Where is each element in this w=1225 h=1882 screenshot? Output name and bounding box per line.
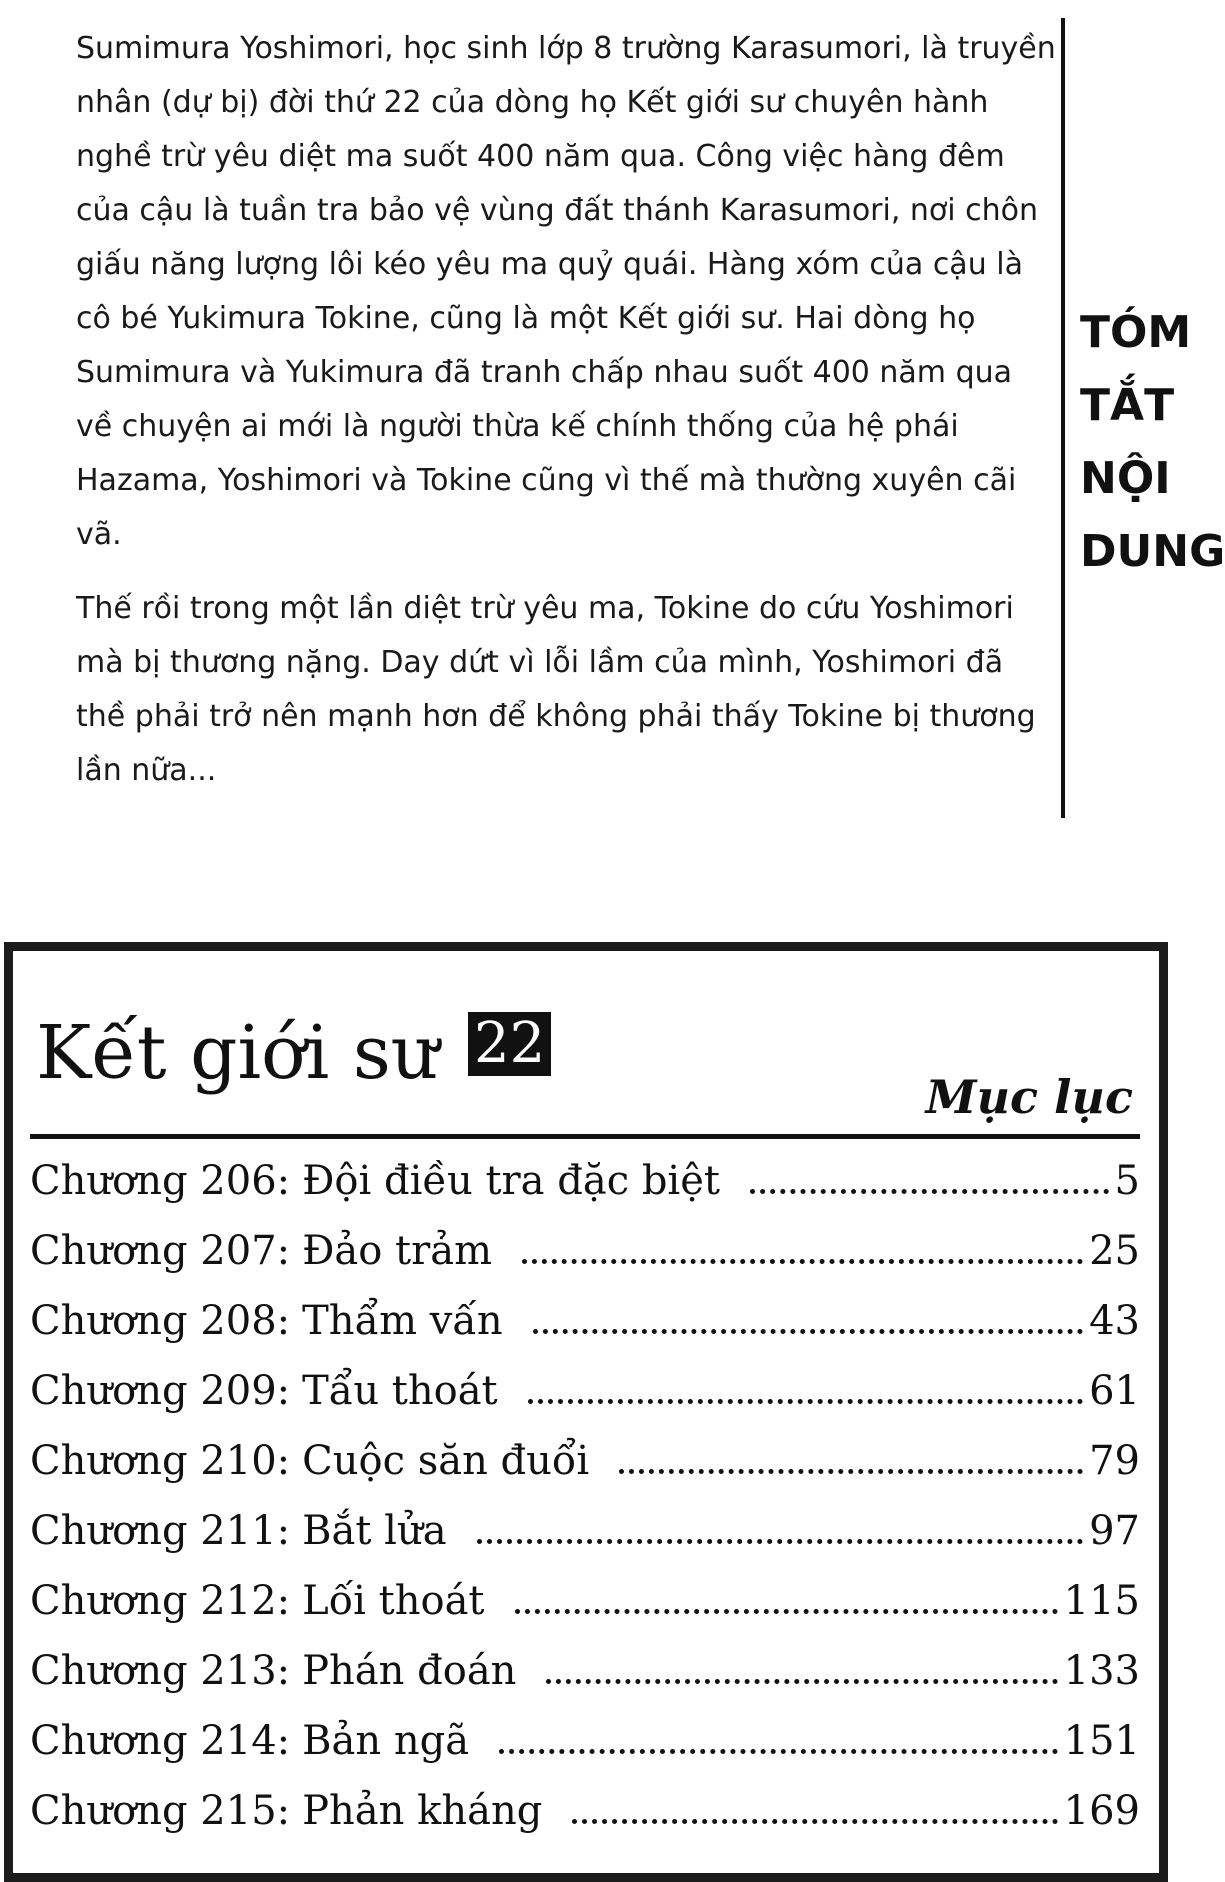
leader-dots bbox=[619, 1469, 1083, 1474]
chapter-row[interactable] bbox=[30, 1356, 1140, 1426]
side-title-word-1: TÓM bbox=[1080, 307, 1192, 358]
leader-dots bbox=[528, 1399, 1083, 1404]
chapter-page: 43 bbox=[1089, 1298, 1140, 1344]
chapter-title: Thẩm vấn bbox=[302, 1298, 503, 1344]
chapter-row[interactable] bbox=[30, 1776, 1140, 1846]
leader-dots bbox=[750, 1189, 1109, 1194]
chapter-title: Bắt lửa bbox=[302, 1508, 447, 1554]
chapter-row[interactable] bbox=[30, 1566, 1140, 1636]
leader-dots bbox=[546, 1679, 1057, 1684]
summary-paragraph-2: Thế rồi trong một lần diệt trừ yêu ma, Tokine do cứu Yoshimori mà bị thương nặng. Day dứt vì lỗi lầm của mình, Yoshimori đã thề phải trở nên mạnh hơn để không phải thấy Tokine bị thương lần nữa... bbox=[76, 591, 1036, 788]
chapter-page: 115 bbox=[1063, 1578, 1140, 1624]
chapter-number: Chương 209: bbox=[30, 1368, 291, 1414]
leader-dots bbox=[477, 1539, 1084, 1544]
chapter-number: Chương 210: bbox=[30, 1438, 291, 1484]
chapter-list bbox=[30, 1146, 1140, 1846]
side-title-word-2: TẮT bbox=[1080, 380, 1175, 431]
chapter-row[interactable] bbox=[30, 1706, 1140, 1776]
chapter-title: Cuộc săn đuổi bbox=[302, 1438, 590, 1484]
chapter-number: Chương 208: bbox=[30, 1298, 291, 1344]
summary-side-title bbox=[1080, 296, 1225, 588]
chapter-number: Chương 213: bbox=[30, 1648, 291, 1694]
chapter-title: Bản ngã bbox=[302, 1718, 470, 1764]
chapter-number: Chương 215: bbox=[30, 1788, 291, 1834]
chapter-page: 79 bbox=[1089, 1438, 1140, 1484]
chapter-row[interactable] bbox=[30, 1286, 1140, 1356]
chapter-row[interactable] bbox=[30, 1496, 1140, 1566]
chapter-title: Tẩu thoát bbox=[302, 1368, 498, 1414]
leader-dots bbox=[572, 1819, 1057, 1824]
summary-text bbox=[76, 22, 1056, 818]
toc-divider bbox=[30, 1134, 1140, 1139]
leader-dots bbox=[515, 1609, 1058, 1614]
volume-number-badge: 22 bbox=[468, 1012, 551, 1076]
chapter-page: 169 bbox=[1063, 1788, 1140, 1834]
chapter-title: Phản kháng bbox=[302, 1788, 543, 1834]
chapter-number: Chương 214: bbox=[30, 1718, 291, 1764]
chapter-number: Chương 211: bbox=[30, 1508, 291, 1554]
side-title-word-4: DUNG bbox=[1080, 526, 1225, 577]
chapter-title: Lối thoát bbox=[302, 1578, 485, 1624]
chapter-page: 97 bbox=[1089, 1508, 1140, 1554]
chapter-page: 5 bbox=[1114, 1158, 1140, 1204]
summary-paragraph-1: Sumimura Yoshimori, học sinh lớp 8 trường Karasumori, là truyền nhân (dự bị) đời thứ 22 của dòng họ Kết giới sư chuyên hành nghề trừ yêu diệt ma suốt 400 năm qua. Công việc hàng đêm của cậu là tuần tra bảo vệ vùng đất thánh Karasumori, nơi chôn giấu năng lượng lôi kéo yêu ma quỷ quái. Hàng xóm của cậu là cô bé Yukimura Tokine, cũng là một Kết giới sư. Hai dòng họ Sumimura và Yukimura đã tranh chấp nhau suốt 400 năm qua về chuyện ai mới là người thừa kế chính thống của hệ phái Hazama, Yoshimori và Tokine cũng vì thế mà thường xuyên cãi vã. bbox=[76, 31, 1056, 552]
toc-series-title bbox=[36, 1008, 551, 1098]
summary-divider bbox=[1061, 18, 1065, 818]
chapter-page: 61 bbox=[1089, 1368, 1140, 1414]
leader-dots bbox=[533, 1329, 1084, 1334]
chapter-row[interactable] bbox=[30, 1146, 1140, 1216]
series-title: Kết giới sư bbox=[36, 1010, 439, 1096]
chapter-row[interactable] bbox=[30, 1636, 1140, 1706]
leader-dots bbox=[499, 1749, 1058, 1754]
leader-dots bbox=[522, 1259, 1083, 1264]
chapter-page: 151 bbox=[1063, 1718, 1140, 1764]
chapter-title: Đội điều tra đặc biệt bbox=[302, 1158, 720, 1204]
chapter-number: Chương 206: bbox=[30, 1158, 291, 1204]
chapter-number: Chương 207: bbox=[30, 1228, 291, 1274]
chapter-page: 25 bbox=[1089, 1228, 1140, 1274]
chapter-title: Đảo trảm bbox=[302, 1228, 493, 1274]
toc-label: Mục lục bbox=[925, 1070, 1133, 1124]
chapter-title: Phán đoán bbox=[302, 1648, 517, 1694]
chapter-number: Chương 212: bbox=[30, 1578, 291, 1624]
side-title-word-3: NỘI bbox=[1080, 453, 1171, 504]
chapter-row[interactable] bbox=[30, 1216, 1140, 1286]
chapter-page: 133 bbox=[1063, 1648, 1140, 1694]
chapter-row[interactable] bbox=[30, 1426, 1140, 1496]
